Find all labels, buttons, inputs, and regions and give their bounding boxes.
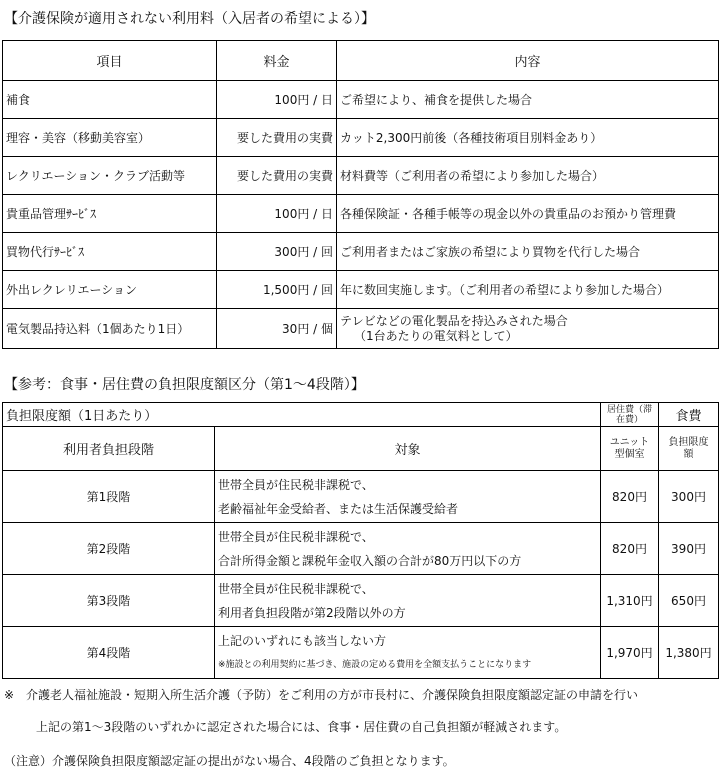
target-line2-note: ※施設との利用契約に基づき、施設の定める費用を全額支払うことになります bbox=[218, 659, 532, 670]
fee-content: カット2,300円前後（各種技術項目別料金あり） bbox=[337, 119, 719, 157]
fee-content: ご希望により、補食を提供した場合 bbox=[337, 81, 719, 119]
fee-item: 貴重品管理ｻｰﾋﾞｽ bbox=[3, 195, 217, 233]
target-line1: 世帯全員が住民税非課税で、 bbox=[218, 581, 374, 596]
fee-price: 100円 / 日 bbox=[217, 81, 337, 119]
stage-target bbox=[215, 471, 601, 523]
ref-row bbox=[3, 471, 719, 523]
fee-price: 要した費用の実費 bbox=[217, 119, 337, 157]
stage-label: 第3段階 bbox=[3, 575, 215, 627]
target-line1: 世帯全員が住民税非課税で、 bbox=[218, 529, 374, 544]
fee-content: ご利用者またはご家族の希望により買物を代行した場合 bbox=[337, 233, 719, 271]
stage-target bbox=[215, 627, 601, 679]
meal-fee: 1,380円 bbox=[659, 627, 719, 679]
header-item: 項目 bbox=[3, 41, 217, 81]
ref-table bbox=[2, 402, 719, 679]
stage-label: 第4段階 bbox=[3, 627, 215, 679]
fees-header-row bbox=[3, 41, 719, 81]
meal-limit-header: 負担限度額 bbox=[659, 427, 719, 471]
fee-content-line1: テレビなどの電化製品を持込みされた場合 bbox=[340, 313, 568, 328]
target-line1: 世帯全員が住民税非課税で、 bbox=[218, 477, 374, 492]
fee-row bbox=[3, 119, 719, 157]
fee-content bbox=[337, 309, 719, 349]
fee-price: 300円 / 回 bbox=[217, 233, 337, 271]
stage-target bbox=[215, 523, 601, 575]
room-fee: 1,970円 bbox=[601, 627, 659, 679]
target-line2: 老齢福祉年金受給者、または生活保護受給者 bbox=[218, 501, 459, 516]
ref-row bbox=[3, 523, 719, 575]
fee-item: 買物代行ｻｰﾋﾞｽ bbox=[3, 233, 217, 271]
fee-item: 補食 bbox=[3, 81, 217, 119]
fee-price: 100円 / 日 bbox=[217, 195, 337, 233]
ref-header-row bbox=[3, 427, 719, 471]
col-target: 対象 bbox=[215, 427, 601, 471]
note-caution: （注意）介護保険負担限度額認定証の提出がない場合、4段階のご負担となります。 bbox=[4, 754, 455, 768]
fee-item: 電気製品持込料（1個あたり1日） bbox=[3, 309, 217, 349]
note-line2: 上記の第1～3段階のいずれかに認定された場合には、食事・居住費の自己負担額が軽減されます。 bbox=[36, 720, 567, 734]
header-price: 料金 bbox=[217, 41, 337, 81]
header-content: 内容 bbox=[337, 41, 719, 81]
limit-label: 負担限度額（1日あたり） bbox=[3, 403, 601, 427]
room-fee: 1,310円 bbox=[601, 575, 659, 627]
col-stage: 利用者負担段階 bbox=[3, 427, 215, 471]
fee-row bbox=[3, 157, 719, 195]
meal-header: 食費 bbox=[659, 403, 719, 427]
meal-fee: 300円 bbox=[659, 471, 719, 523]
fee-content: 年に数回実施します。（ご利用者の希望により参加した場合） bbox=[337, 271, 719, 309]
fee-price: 30円 / 個 bbox=[217, 309, 337, 349]
fee-item: レクリエーション・クラブ活動等 bbox=[3, 157, 217, 195]
fee-price: 1,500円 / 回 bbox=[217, 271, 337, 309]
fee-content: 材料費等（ご利用者の希望により参加した場合） bbox=[337, 157, 719, 195]
stage-label: 第2段階 bbox=[3, 523, 215, 575]
fee-price: 要した費用の実費 bbox=[217, 157, 337, 195]
room-fee: 820円 bbox=[601, 471, 659, 523]
target-line1: 上記のいずれにも該当しない方 bbox=[218, 633, 387, 648]
fee-row bbox=[3, 233, 719, 271]
meal-fee: 390円 bbox=[659, 523, 719, 575]
stay-header: 居住費（滞在費） bbox=[601, 403, 659, 427]
ref-row bbox=[3, 575, 719, 627]
ref-top-row bbox=[3, 403, 719, 427]
fee-row bbox=[3, 271, 719, 309]
ref-row bbox=[3, 627, 719, 679]
fees-heading: 【介護保険が適用されない利用料（入居者の希望による）】 bbox=[4, 11, 375, 27]
fee-row bbox=[3, 81, 719, 119]
fee-content-line2: （1台あたりの電気料として） bbox=[354, 328, 518, 343]
fee-item: 外出レクレリエーション bbox=[3, 271, 217, 309]
stage-label: 第1段階 bbox=[3, 471, 215, 523]
meal-fee: 650円 bbox=[659, 575, 719, 627]
fee-row bbox=[3, 195, 719, 233]
note-line1: ※ 介護老人福祉施設・短期入所生活介護（予防）をご利用の方が市長村に、介護保険負担限度額認定証の申請を行い bbox=[4, 688, 639, 702]
target-line2: 利用者負担段階が第2段階以外の方 bbox=[218, 605, 406, 620]
fees-table bbox=[2, 40, 719, 349]
target-line2: 合計所得金額と課税年金収入額の合計が80万円以下の方 bbox=[218, 553, 522, 568]
fee-row bbox=[3, 309, 719, 349]
ref-heading: 【参考：食事・居住費の負担限度額区分（第1～4段階）】 bbox=[4, 377, 365, 393]
stage-target bbox=[215, 575, 601, 627]
fee-content: 各種保険証・各種手帳等の現金以外の貴重品のお預かり管理費 bbox=[337, 195, 719, 233]
fee-item: 理容・美容（移動美容室） bbox=[3, 119, 217, 157]
unit-room-header: ユニット型個室 bbox=[601, 427, 659, 471]
room-fee: 820円 bbox=[601, 523, 659, 575]
